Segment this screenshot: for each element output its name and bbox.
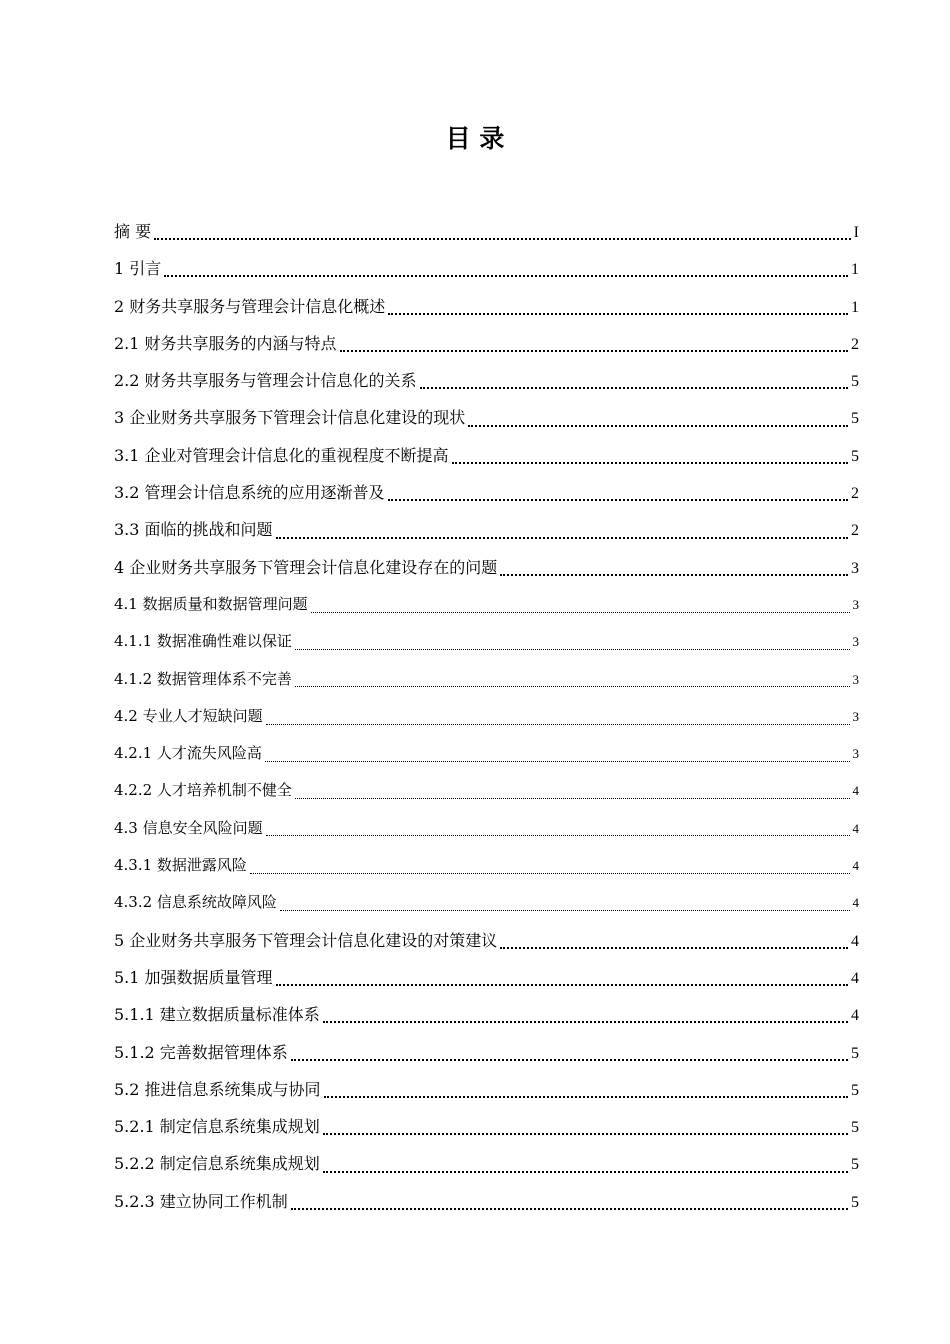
toc-entry[interactable] [114, 474, 859, 511]
toc-entry-page: 1 [851, 298, 859, 316]
toc-entry[interactable] [114, 511, 859, 548]
toc-entry[interactable] [114, 661, 859, 698]
toc-entry-label: 5.1.1 建立数据质量标准体系 [114, 1005, 320, 1025]
dot-leader [280, 909, 850, 911]
toc-entry[interactable] [114, 1145, 859, 1182]
toc-entry-page: 5 [851, 1044, 859, 1062]
toc-entry[interactable] [114, 884, 859, 921]
toc-entry-label: 4.3.1 数据泄露风险 [114, 856, 247, 875]
toc-entry[interactable] [114, 1071, 859, 1108]
toc-entry[interactable] [114, 586, 859, 623]
toc-entry[interactable] [114, 325, 859, 362]
dot-leader [500, 946, 848, 949]
dot-leader [154, 237, 851, 240]
dot-leader [266, 834, 850, 836]
toc-entry-page: 4 [851, 1007, 859, 1025]
toc-entry-page: 4 [852, 820, 859, 836]
toc-entry-label: 4.2.2 人才培养机制不健全 [114, 781, 292, 800]
toc-entry-label: 2 财务共享服务与管理会计信息化概述 [114, 296, 386, 316]
dot-leader [500, 573, 848, 576]
toc-entry[interactable] [114, 810, 859, 847]
toc-entry[interactable] [114, 288, 859, 325]
toc-entry-label: 2.1 财务共享服务的内涵与特点 [114, 333, 337, 353]
dot-leader [323, 1170, 848, 1173]
toc-entry-page: 5 [851, 447, 859, 465]
toc-entry-label: 5 企业财务共享服务下管理会计信息化建设的对策建议 [114, 930, 498, 950]
toc-entry[interactable] [114, 847, 859, 884]
toc-entry-label: 摘 要 [114, 222, 152, 241]
toc-entry[interactable] [114, 399, 859, 436]
toc-entry-page: 4 [852, 783, 859, 799]
toc-entry-label: 5.2.3 建立协同工作机制 [114, 1191, 288, 1211]
toc-entry-label: 5.2.2 制定信息系统集成规划 [114, 1154, 320, 1174]
toc-entry-label: 5.2.1 制定信息系统集成规划 [114, 1117, 320, 1137]
toc-entry-label: 4.1.1 数据准确性难以保证 [114, 632, 292, 651]
toc-entry-page: 2 [851, 522, 859, 540]
toc-entry-page: 4 [851, 969, 859, 987]
toc-entry-label: 4.3 信息安全风险问题 [114, 818, 263, 837]
toc-entry-page: 5 [851, 1081, 859, 1099]
toc-entry-page: 4 [852, 858, 859, 874]
toc-entry-label: 5.1.2 完善数据管理体系 [114, 1042, 288, 1062]
dot-leader [324, 1095, 848, 1098]
toc-entry[interactable] [114, 549, 859, 586]
toc-entry[interactable] [114, 1108, 859, 1145]
dot-leader [311, 611, 850, 613]
toc-entry[interactable] [114, 996, 859, 1033]
toc-entry-label: 3.3 面临的挑战和问题 [114, 520, 273, 540]
toc-entry-label: 5.2 推进信息系统集成与协同 [114, 1079, 321, 1099]
toc-entry-label: 3 企业财务共享服务下管理会计信息化建设的现状 [114, 408, 466, 428]
toc-entry-page: 3 [852, 708, 859, 724]
toc-entry-page: 4 [852, 895, 859, 911]
dot-leader [295, 797, 850, 799]
dot-leader [266, 723, 850, 725]
toc-entry[interactable] [114, 1183, 859, 1220]
toc-entry-label: 2.2 财务共享服务与管理会计信息化的关系 [114, 371, 417, 391]
toc-entry[interactable] [114, 698, 859, 735]
dot-leader [295, 685, 850, 687]
toc-entry-label: 4.1 数据质量和数据管理问题 [114, 594, 308, 613]
toc-entry-page: 3 [852, 746, 859, 762]
dot-leader [276, 983, 848, 986]
toc-entry-label: 3.1 企业对管理会计信息化的重视程度不断提高 [114, 445, 449, 465]
toc-entry-label: 5.1 加强数据质量管理 [114, 967, 273, 987]
toc-entry-page: 1 [851, 261, 859, 279]
toc-entry[interactable] [114, 623, 859, 660]
toc-entry-label: 1 引言 [114, 259, 162, 279]
page-title: 目 录 [445, 124, 505, 153]
toc-entry[interactable] [114, 250, 859, 287]
dot-leader [295, 648, 850, 650]
toc-entry-page: 5 [851, 373, 859, 391]
dot-leader [276, 536, 848, 539]
toc-entry[interactable] [114, 437, 859, 474]
toc-entry-page: 3 [852, 634, 859, 650]
toc-entry[interactable] [114, 362, 859, 399]
table-of-contents [114, 213, 859, 1220]
dot-leader [323, 1020, 848, 1023]
toc-entry[interactable] [114, 772, 859, 809]
dot-leader [340, 349, 848, 352]
toc-entry-page: 5 [851, 1193, 859, 1211]
toc-entry[interactable] [114, 959, 859, 996]
toc-entry[interactable] [114, 735, 859, 772]
toc-entry-page: I [853, 224, 859, 241]
dot-leader [420, 386, 848, 389]
dot-leader [468, 424, 848, 427]
toc-entry-page: 4 [851, 932, 859, 950]
dot-leader [164, 274, 848, 277]
toc-entry-page: 2 [851, 485, 859, 503]
toc-entry-page: 2 [851, 335, 859, 353]
toc-entry-page: 5 [851, 1156, 859, 1174]
toc-entry[interactable] [114, 213, 859, 250]
toc-entry[interactable] [114, 922, 859, 959]
dot-leader [291, 1207, 848, 1210]
dot-leader [250, 872, 850, 874]
toc-entry[interactable] [114, 1034, 859, 1071]
toc-entry-label: 3.2 管理会计信息系统的应用逐渐普及 [114, 483, 385, 503]
dot-leader [323, 1132, 848, 1135]
dot-leader [265, 760, 850, 762]
toc-entry-page: 5 [851, 1119, 859, 1137]
dot-leader [291, 1058, 848, 1061]
toc-entry-label: 4.2.1 人才流失风险高 [114, 744, 262, 763]
dot-leader [452, 461, 848, 464]
toc-entry-page: 3 [851, 559, 859, 577]
toc-entry-page: 3 [852, 671, 859, 687]
toc-entry-label: 4.1.2 数据管理体系不完善 [114, 669, 292, 688]
toc-entry-label: 4.2 专业人才短缺问题 [114, 706, 263, 725]
toc-entry-label: 4.3.2 信息系统故障风险 [114, 893, 277, 912]
toc-entry-page: 3 [852, 596, 859, 612]
toc-entry-label: 4 企业财务共享服务下管理会计信息化建设存在的问题 [114, 557, 498, 577]
dot-leader [388, 312, 848, 315]
dot-leader [388, 498, 848, 501]
toc-entry-page: 5 [851, 410, 859, 428]
